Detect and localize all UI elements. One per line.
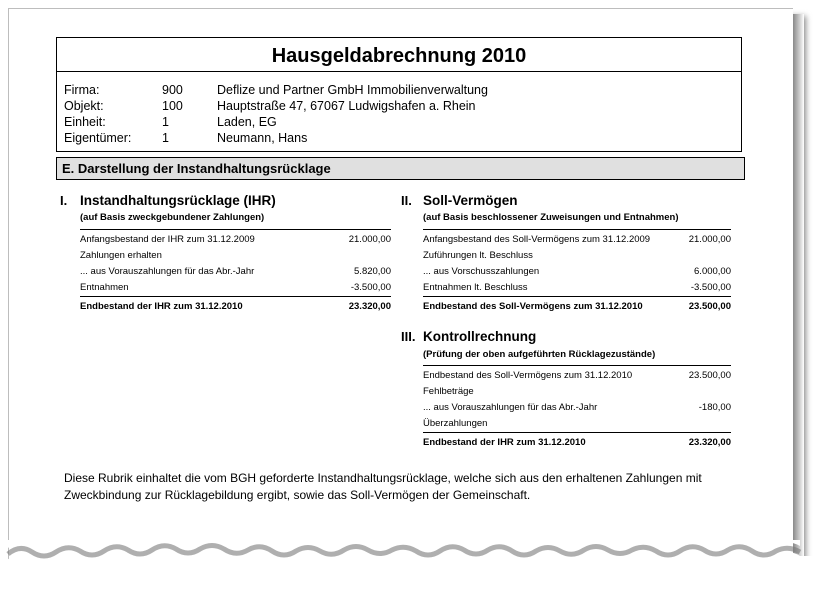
header-box	[56, 37, 742, 152]
block2-number: II.	[401, 193, 412, 208]
row-label: ... aus Vorauszahlungen für das Abr.-Jahr	[423, 402, 598, 413]
block1-title: Instandhaltungsrücklage (IHR)	[80, 193, 276, 208]
section-heading: E. Darstellung der Instandhaltungsrücklage	[56, 157, 745, 180]
row-label: ... aus Vorauszahlungen für das Abr.-Jahr	[80, 266, 255, 277]
block3-row	[423, 386, 731, 398]
row-value: 21.000,00	[348, 234, 391, 245]
block2-row	[423, 266, 731, 278]
block2-subtitle: (auf Basis beschlossener Zuweisungen und Entnahmen)	[423, 212, 679, 223]
info-number: 1	[162, 131, 169, 145]
row-label: ... aus Vorschusszahlungen	[423, 266, 540, 277]
info-label: Objekt:	[64, 99, 104, 113]
block3-row	[423, 370, 731, 382]
row-label: Endbestand des Soll-Vermögens zum 31.12.2010	[423, 370, 633, 381]
block3-total-rule	[423, 432, 731, 433]
row-value: -3.500,00	[690, 282, 731, 293]
block2-row	[423, 282, 731, 294]
block1-subtitle: (auf Basis zweckgebundener Zahlungen)	[80, 212, 265, 223]
document-title: Hausgeldabrechnung 2010	[57, 38, 741, 72]
info-text: Deflize und Partner GmbH Immobilienverwaltung	[217, 83, 488, 97]
info-label: Eigentümer:	[64, 131, 132, 145]
block2-row	[423, 250, 731, 262]
row-value: 5.820,00	[354, 266, 391, 277]
info-label: Firma:	[64, 83, 100, 97]
footer-note: Diese Rubrik einhaltet die vom BGH geforderte Instandhaltungsrücklage, welche sich aus den erhaltenen Zahlungen mit Zweckbindung zur Rücklagebildung ergibt, sowie das Soll-Vermögen der Gemeinschaft.	[64, 471, 702, 502]
block3-total	[423, 437, 731, 449]
row-label: Zahlungen erhalten	[80, 250, 162, 261]
total-label: Endbestand des Soll-Vermögens zum 31.12.2010	[423, 301, 643, 312]
torn-edge	[0, 540, 818, 606]
total-value: 23.500,00	[688, 301, 731, 312]
block3-row	[423, 418, 731, 430]
row-value: 23.500,00	[688, 370, 731, 381]
info-number: 1	[162, 115, 169, 129]
block1-row	[80, 250, 391, 262]
row-value: -180,00	[698, 402, 731, 413]
info-text: Neumann, Hans	[217, 131, 308, 145]
info-number: 100	[162, 99, 183, 113]
block1-row	[80, 234, 391, 246]
row-label: Anfangsbestand der IHR zum 31.12.2009	[80, 234, 255, 245]
row-label: Zuführungen lt. Beschluss	[423, 250, 533, 261]
block3-title: Kontrollrechnung	[423, 329, 537, 344]
row-label: Entnahmen lt. Beschluss	[423, 282, 528, 293]
total-label: Endbestand der IHR zum 31.12.2010	[80, 301, 243, 312]
row-value: 6.000,00	[694, 266, 731, 277]
total-label: Endbestand der IHR zum 31.12.2010	[423, 437, 586, 448]
row-value: -3.500,00	[350, 282, 391, 293]
block3-row	[423, 402, 731, 414]
block2-total-rule	[423, 296, 731, 297]
row-value: 21.000,00	[688, 234, 731, 245]
row-label: Anfangsbestand des Soll-Vermögens zum 31.12.2009	[423, 234, 651, 245]
info-number: 900	[162, 83, 183, 97]
total-value: 23.320,00	[348, 301, 391, 312]
info-label: Einheit:	[64, 115, 106, 129]
block1-row	[80, 266, 391, 278]
block1-number: I.	[60, 193, 68, 208]
row-label: Entnahmen	[80, 282, 129, 293]
block2-title: Soll-Vermögen	[423, 193, 518, 208]
info-text: Laden, EG	[217, 115, 277, 129]
row-label: Fehlbeträge	[423, 386, 474, 397]
block2-row	[423, 234, 731, 246]
info-text: Hauptstraße 47, 67067 Ludwigshafen a. Rhein	[217, 99, 476, 113]
row-label: Überzahlungen	[423, 418, 488, 429]
block2-total	[423, 301, 731, 313]
block1-top-rule	[80, 229, 391, 230]
block3-top-rule	[423, 365, 731, 366]
block3-subtitle: (Prüfung der oben aufgeführten Rücklagezustände)	[423, 349, 656, 360]
block1-total	[80, 301, 391, 313]
block2-top-rule	[423, 229, 731, 230]
block1-total-rule	[80, 296, 391, 297]
block3-number: III.	[401, 329, 416, 344]
block1-row	[80, 282, 391, 294]
total-value: 23.320,00	[688, 437, 731, 448]
